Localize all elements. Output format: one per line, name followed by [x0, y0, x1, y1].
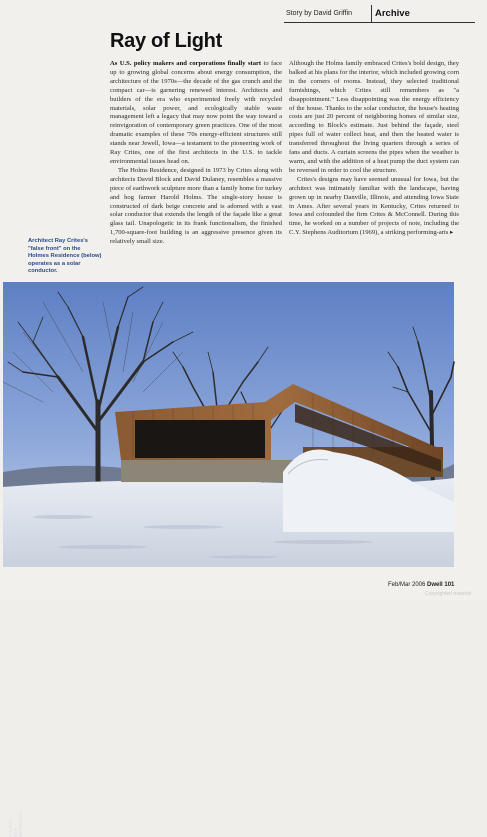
paragraph-text: to face up to growing global concerns about energy consumption, the architecture of the 1970s—the decade of the gas crunch and the compact car—is garnering renewed interest. Architects and builders of the era who experimented freely with recycled materials, solar power, and ecologically stable waste management left a legacy that may now point the way toward a reinvigoration of contemporary green practices. One of the most dramatic examples of these '70s energy-efficient structures still stands near Jewell, Iowa—a testament to the pioneering work of Ray Crites, one of the first architects in the U.S. to tackle environmental issues head on.: [110, 60, 282, 165]
house-photo-illustration: [3, 282, 454, 567]
photo-caption: Architect Ray Crites's "false front" on the Holmes Residence (below) operates as a solar conductor.: [28, 238, 102, 275]
paragraph: Crites's designs may have seemed unusual for Iowa, but the architect was intimately familiar with the landscape, having grown up in nearby Danville, Illinois, and attending Iowa State in Ames. After several years in Kentucky, Crites returned to Iowa and cofounded the firm Crites & McConnell. During this time, he worked on a number of projects of note, including the C.Y. Stephens Auditorium (1969), a striking performing-arts ▸: [289, 175, 459, 237]
text-column-2: [289, 60, 459, 238]
magazine-name: Dwell: [427, 582, 443, 588]
photo-credit: PHOTO: KEN KIRKWOOD: [8, 811, 23, 837]
section-label: Archive: [375, 8, 410, 19]
article-title: Ray of Light: [110, 30, 222, 52]
text-column-1: [110, 60, 282, 247]
watermark: Copyrighted material: [425, 591, 472, 597]
paragraph: Although the Holms family embraced Crites's bold design, they balked at his plans for the interior, which included growing corn in the corners of rooms. Instead, they selected traditional furnishings, which Crites still remembers as "a disappointment." Less disappointing was the energy efficiency of the house. Thanks to the solar conductor, the house's heating costs are just 20 percent of neighboring homes of similar size, according to Block's estimate. Just behind the façade, steel pipes full of water collect heat, and then the heated water is transferred throughout the living quarters through a series of fans and ducts. A curtain screens the pipes when the weather is warm, and with the addition of a heat pump the duct system can be reversed in order to cool the structure.: [289, 60, 459, 174]
byline: Story by David Griffin: [286, 10, 353, 17]
paragraph: [110, 60, 282, 167]
header-rule: [284, 22, 475, 23]
issue-date: Feb/Mar 2006: [388, 582, 426, 588]
page-footer: [388, 582, 454, 588]
paragraph: The Holms Residence, designed in 1973 by Crites along with architects David Block and David Dulaney, resembles a massive piece of earthwork sculpture more than a family home for turkey and hog farmer Harold Holms. The single-story house is constructed of dark beige concrete and is adorned with a vast solar conductor that extends the length of the façade like a great glass tail. Unapologetic in its frank functionalism, the finished 1,700-square-foot building is an aggressive presence given its relatively small size.: [110, 166, 282, 246]
header-divider: [371, 5, 372, 23]
lead-in: As U.S. policy makers and corporations finally start: [110, 60, 262, 67]
page-number: 101: [444, 582, 455, 588]
